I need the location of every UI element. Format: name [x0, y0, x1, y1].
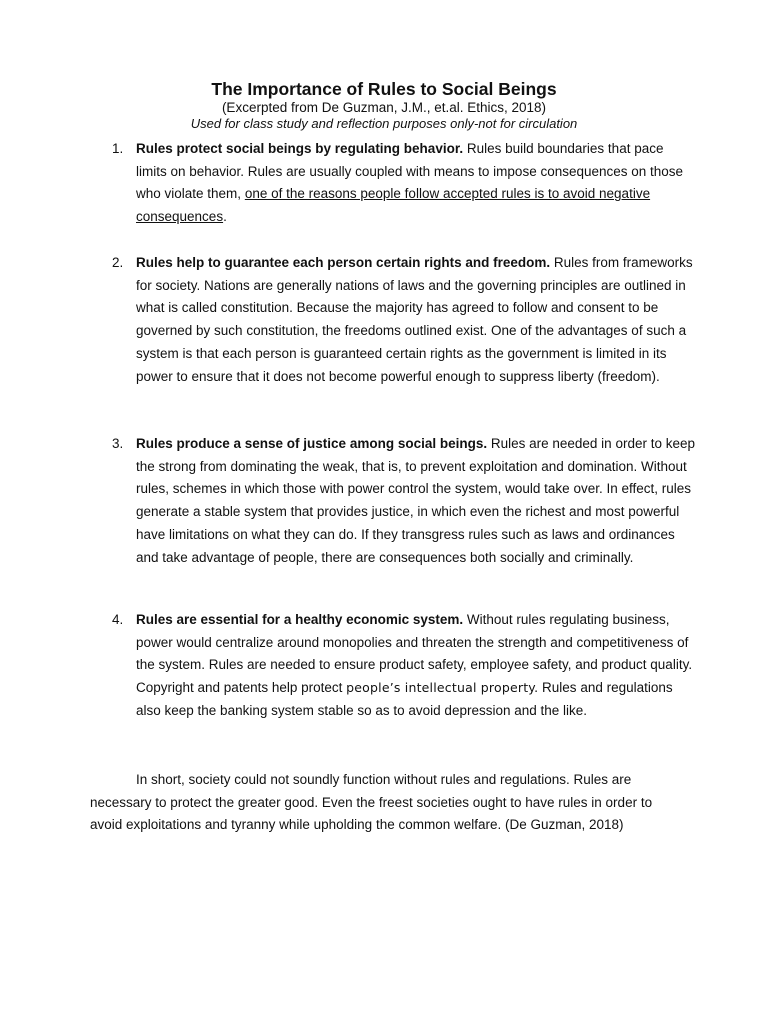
- list-item-4: [112, 609, 696, 723]
- source-citation: (Excerpted from De Guzman, J.M., et.al. Ethics, 2018): [221, 100, 547, 115]
- item-tail: Rules and regulations also keep the banking system stable so as to avoid depression and the like.: [136, 680, 673, 718]
- item-body: Without rules regulating business, power would centralize around monopolies and threaten the strength and competitiveness of the system. Rules are needed to ensure product safety, employee safety, and product quality. Copyright and patents help protect: [136, 612, 693, 696]
- item-lead: Rules protect social beings by regulating behavior.: [136, 141, 464, 156]
- item-alt-font-text: people’s intellectual property.: [346, 680, 539, 696]
- item-number: 3.: [112, 436, 124, 451]
- document-header: [0, 78, 768, 132]
- item-number: 4.: [112, 612, 124, 627]
- item-body: Rules build boundaries that pace limits on behavior. Rules are usually coupled with means to impose consequences on those who violate them,: [136, 141, 684, 202]
- usage-note: Used for class study and reflection purposes only-not for circulation: [190, 116, 578, 131]
- list-item-2: [112, 252, 696, 388]
- item-lead: Rules produce a sense of justice among social beings.: [136, 436, 488, 451]
- item-number: 2.: [112, 255, 124, 270]
- list-item-3: [112, 433, 696, 569]
- item-tail: .: [223, 209, 227, 225]
- item-body: Rules from frameworks for society. Nations are generally nations of laws and the governing principles are outlined in what is called constitution. Because the majority has agreed to follow and consent to be governed by such constitution, the freedoms outlined exist. One of the advantages of such a system is that each person is guaranteed certain rights as the government is limited in its power to ensure that it does not become powerful enough to suppress liberty (freedom).: [136, 255, 693, 384]
- item-body: Rules are needed in order to keep the strong from dominating the weak, that is, to prevent exploitation and domination. Without rules, schemes in which those with power control the system, would take over. In effect, rules generate a stable system that provides justice, in which even the richest and most powerful have limitations on what they can do. If they transgress rules such as laws and ordinances and take advantage of people, there are consequences both socially and criminally.: [136, 436, 695, 565]
- document-title: The Importance of Rules to Social Beings: [211, 79, 557, 99]
- item-lead: Rules help to guarantee each person certain rights and freedom.: [136, 255, 551, 270]
- item-underlined-text: one of the reasons people follow accepted rules is to avoid negative consequences: [136, 186, 651, 225]
- list-item-1: [112, 138, 696, 229]
- conclusion-paragraph: In short, society could not soundly function without rules and regulations. Rules are necessary to protect the greater good. Even the freest societies ought to have rules in order to avoid exploitations and tyranny while upholding the common welfare. (De Guzman, 2018): [90, 772, 653, 833]
- item-lead: Rules are essential for a healthy economic system.: [136, 612, 464, 627]
- item-number: 1.: [112, 141, 124, 156]
